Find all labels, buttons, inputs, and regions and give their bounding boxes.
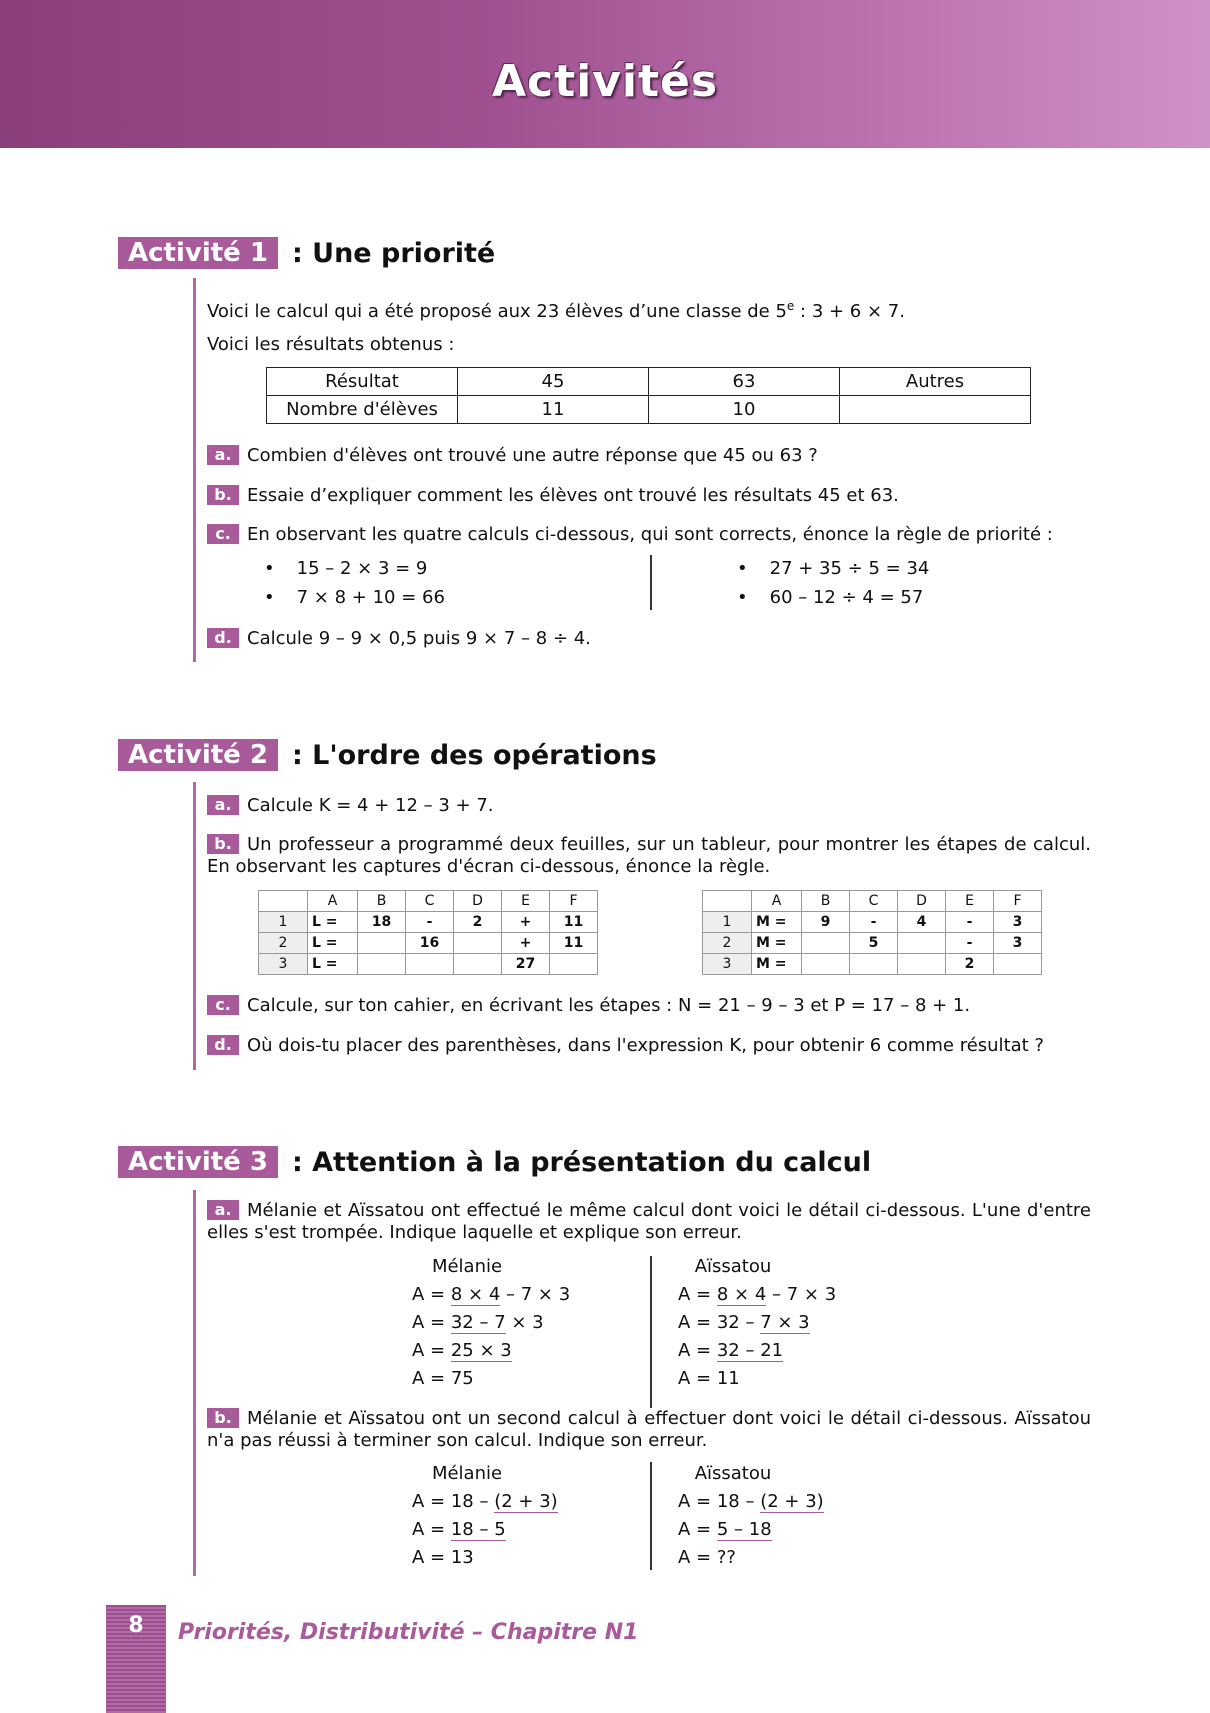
spreadsheet-2 (702, 890, 1042, 975)
table-row: Nombre d'élèves 11 10 (267, 396, 1031, 424)
page-title: Activités (491, 56, 719, 107)
table-row: 2 L = 16 + 11 (259, 933, 598, 954)
table-row: Résultat 45 63 Autres (267, 368, 1031, 396)
calc-a-aissatou: Aïssatou A = 8 × 4 – 7 × 3 A = 32 – 7 × 3 A = 32 – 21 A = 11 (678, 1256, 837, 1389)
table-row: 3 M = 2 (703, 954, 1042, 975)
activity2-question-b: b. Un professeur a programmé deux feuilles, sur un tableur, pour montrer les étapes de calcul. En observant les captures d'écran ci-dessous, énonce la règle. (207, 834, 1091, 877)
activity1-question-b: b. Essaie d’expliquer comment les élèves ont trouvé les résultats 45 et 63. (207, 485, 899, 507)
calc-a-melanie: Mélanie A = 8 × 4 – 7 × 3 A = 32 – 7 × 3 A = 25 × 3 A = 75 (412, 1256, 571, 1389)
activity1-question-a: a. Combien d'élèves ont trouvé une autre réponse que 45 ou 63 ? (207, 445, 818, 467)
list-item: • 15 – 2 × 3 = 9 (264, 558, 428, 579)
table-row: 1 L = 18 - 2 + 11 (259, 912, 598, 933)
activity2-header (118, 738, 657, 772)
activity2-question-c: c. Calcule, sur ton cahier, en écrivant les étapes : N = 21 – 9 – 3 et P = 17 – 8 + 1. (207, 995, 970, 1017)
activity3-label: Activité 3 (118, 1146, 278, 1178)
divider (650, 555, 652, 610)
calc-b-melanie: Mélanie A = 18 – (2 + 3) A = 18 – 5 A = 13 (412, 1463, 558, 1568)
activity1-title: : Une priorité (291, 237, 496, 269)
page-number-tab (106, 1605, 166, 1713)
activity1-results-intro: Voici les résultats obtenus : (207, 334, 455, 355)
activity3-title: : Attention à la présentation du calcul (291, 1146, 872, 1178)
page-number: 8 (128, 1613, 144, 1638)
activity2-rule (193, 782, 196, 1070)
activity1-question-d: d. Calcule 9 – 9 × 0,5 puis 9 × 7 – 8 ÷ 4. (207, 628, 591, 650)
results-table (266, 367, 1031, 424)
activity2-label: Activité 2 (118, 739, 278, 771)
activity1-label: Activité 1 (118, 237, 278, 269)
header-banner (0, 0, 1210, 148)
list-item: • 7 × 8 + 10 = 66 (264, 587, 445, 608)
list-item: • 60 – 12 ÷ 4 = 57 (737, 587, 924, 608)
activity3-header (118, 1145, 871, 1179)
activity1-rule (193, 278, 196, 662)
activity3-question-b: b. Mélanie et Aïssatou ont un second calcul à effectuer dont voici le détail ci-dessous. Aïssatou n'a pas réussi à terminer son calcul. Indique son erreur. (207, 1408, 1091, 1451)
table-row: 3 L = 27 (259, 954, 598, 975)
activity1-intro: Voici le calcul qui a été proposé aux 23 élèves d’une classe de 5e : 3 + 6 × 7. (207, 299, 905, 322)
activity2-title: : L'ordre des opérations (291, 739, 657, 771)
table-row: 1 M = 9 - 4 - 3 (703, 912, 1042, 933)
chapter-footer: Priorités, Distributivité – Chapitre N1 (178, 1620, 639, 1645)
activity1-question-c: c. En observant les quatre calculs ci-dessous, qui sont corrects, énonce la règle de priorité : (207, 524, 1053, 546)
spreadsheet-1 (258, 890, 598, 975)
activity2-question-a: a. Calcule K = 4 + 12 – 3 + 7. (207, 795, 494, 817)
activity3-rule (193, 1190, 196, 1576)
table-row: 2 M = 5 - 3 (703, 933, 1042, 954)
calc-b-aissatou: Aïssatou A = 18 – (2 + 3) A = 5 – 18 A = ?? (678, 1463, 824, 1568)
table-row: A B C D E F (259, 891, 598, 912)
table-row: A B C D E F (703, 891, 1042, 912)
activity3-question-a: a. Mélanie et Aïssatou ont effectué le même calcul dont voici le détail ci-dessous. L'une d'entre elles s'est trompée. Indique laquelle et explique son erreur. (207, 1200, 1091, 1243)
activity1-header (118, 236, 495, 270)
activity2-question-d: d. Où dois-tu placer des parenthèses, dans l'expression K, pour obtenir 6 comme résultat ? (207, 1035, 1044, 1057)
list-item: • 27 + 35 ÷ 5 = 34 (737, 558, 930, 579)
